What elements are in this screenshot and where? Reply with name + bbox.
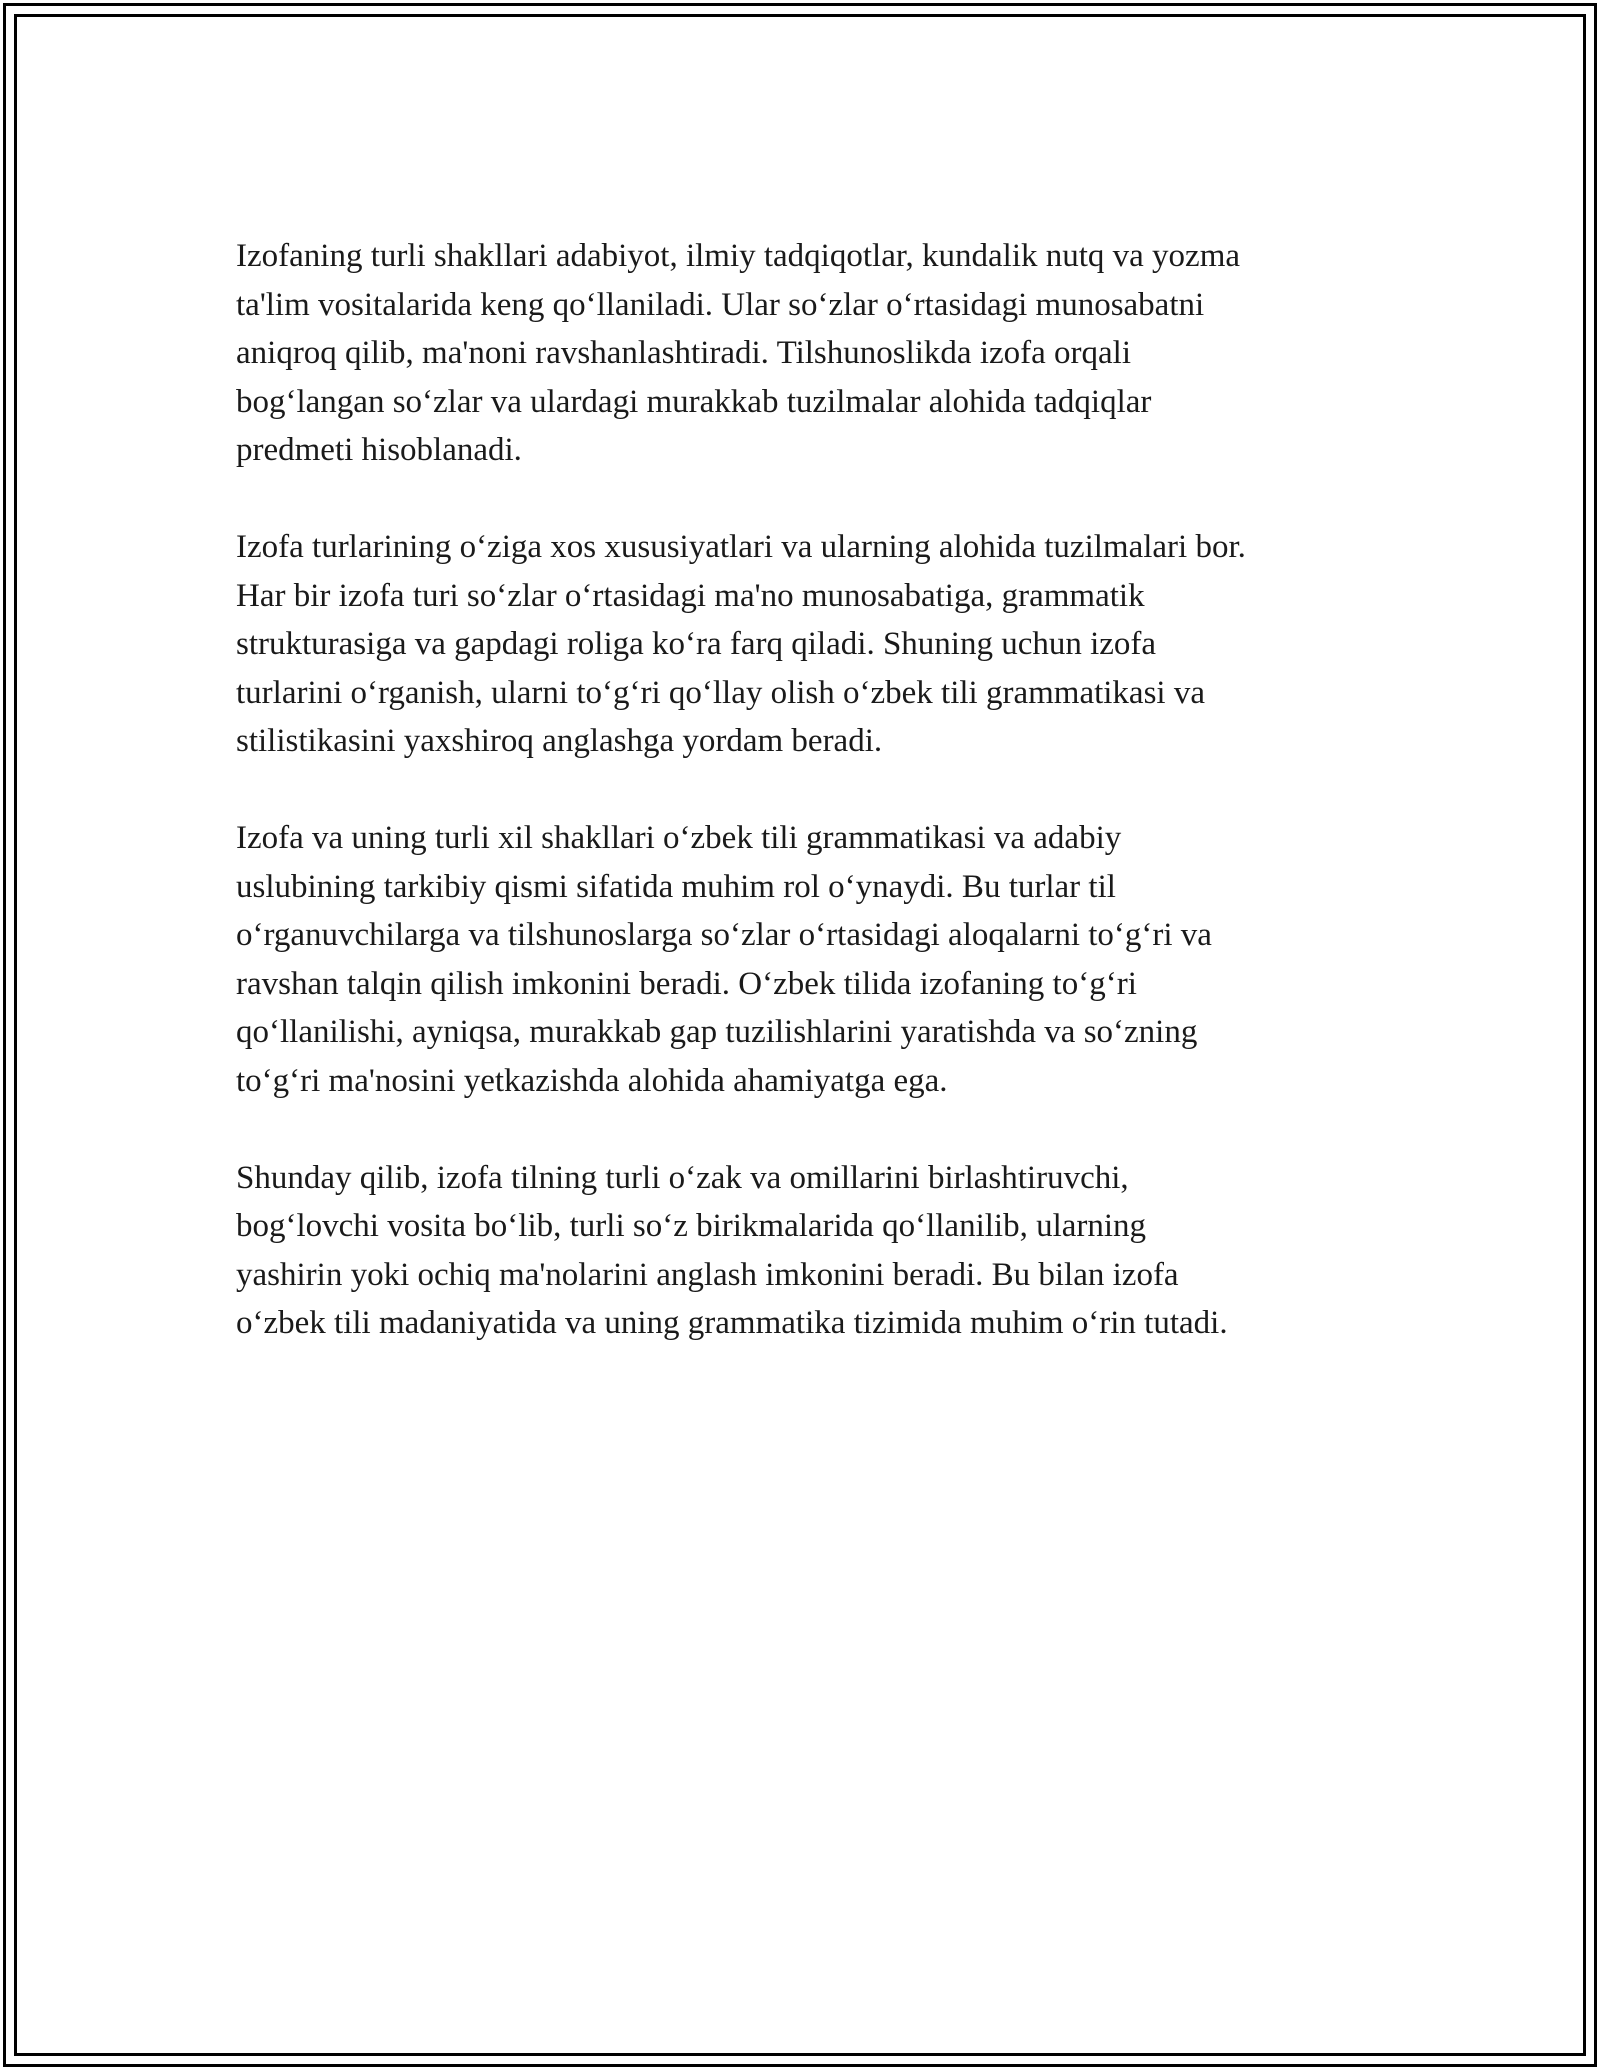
paragraph-4: Shunday qilib, izofa tilning turli o‘zak va omillarini birlashtiruvchi, bog‘lovchi vosita bo‘lib, turli so‘z birikmalarida qo‘llanilib, ularning yashirin yoki ochiq ma'nolarini anglash imkonini beradi. Bu bilan izofa o‘zbek tili madaniyatida va uning grammatika tizimida muhim o‘rin tutadi.: [236, 1159, 1228, 1341]
document-body: [236, 232, 1376, 1396]
paragraph-2: Izofa turlarining o‘ziga xos xususiyatlari va ularning alohida tuzilmalari bor. Har bir izofa turi so‘zlar o‘rtasidagi ma'no munosabatiga, grammatik strukturasiga va gapdagi roliga ko‘ra farq qiladi. Shuning uchun izofa turlarini o‘rganish, ularni to‘g‘ri qo‘llay olish o‘zbek tili grammatikasi va stilistikasini yaxshiroq anglashga yordam beradi.: [236, 529, 1246, 759]
paragraph-3: Izofa va uning turli xil shakllari o‘zbek tili grammatikasi va adabiy uslubining tarkibiy qismi sifatida muhim rol o‘ynaydi. Bu turlar til o‘rganuvchilarga va tilshunoslarga so‘zlar o‘rtasidagi aloqalarni to‘g‘ri va ravshan talqin qilish imkonini beradi. O‘zbek tilida izofaning to‘g‘ri qo‘llanilishi, ayniqsa, murakkab gap tuzilishlarini yaratishda va so‘zning to‘g‘ri ma'nosini yetkazishda alohida ahamiyatga ega.: [236, 820, 1212, 1099]
paragraph-1: Izofaning turli shakllari adabiyot, ilmiy tadqiqotlar, kundalik nutq va yozma ta'lim vositalarida keng qo‘llaniladi. Ular so‘zlar o‘rtasidagi munosabatni aniqroq qilib, ma'noni ravshanlashtiradi. Tilshunoslikda izofa orqali bog‘langan so‘zlar va ulardagi murakkab tuzilmalar alohida tadqiqlar predmeti hisoblanadi.: [236, 238, 1241, 468]
